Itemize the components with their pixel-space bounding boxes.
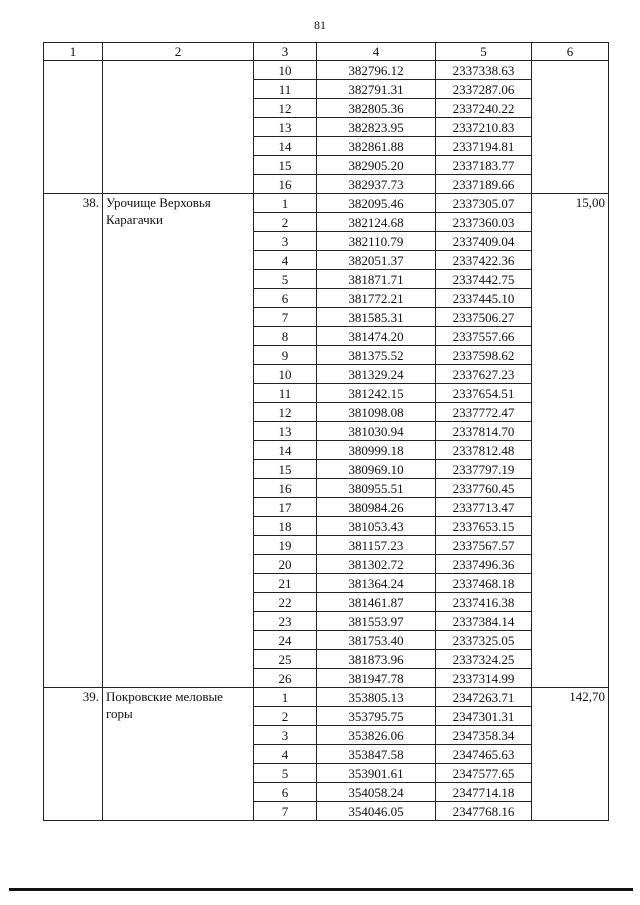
page-number: 81: [314, 18, 326, 32]
point-number-cell: 14: [254, 441, 317, 460]
x-coordinate-cell: 381947.78: [317, 669, 436, 688]
column-header: 2: [103, 43, 254, 61]
y-coordinate-cell: 2337442.75: [436, 270, 532, 289]
point-number-cell: 18: [254, 517, 317, 536]
y-coordinate-cell: 2337416.38: [436, 593, 532, 612]
x-coordinate-cell: 380969.10: [317, 460, 436, 479]
x-coordinate-cell: 380955.51: [317, 479, 436, 498]
point-number-cell: 22: [254, 593, 317, 612]
point-number-cell: 19: [254, 536, 317, 555]
y-coordinate-cell: 2337468.18: [436, 574, 532, 593]
x-coordinate-cell: 381461.87: [317, 593, 436, 612]
x-coordinate-cell: 381157.23: [317, 536, 436, 555]
table-header-row: [44, 43, 609, 61]
point-number-cell: 24: [254, 631, 317, 650]
x-coordinate-cell: 381375.52: [317, 346, 436, 365]
x-coordinate-cell: 381098.08: [317, 403, 436, 422]
site-number-cell: 38.: [44, 194, 103, 688]
x-coordinate-cell: 381329.24: [317, 365, 436, 384]
x-coordinate-cell: 382095.46: [317, 194, 436, 213]
y-coordinate-cell: 2337814.70: [436, 422, 532, 441]
x-coordinate-cell: 354058.24: [317, 783, 436, 802]
y-coordinate-cell: 2337422.36: [436, 251, 532, 270]
x-coordinate-cell: 381030.94: [317, 422, 436, 441]
x-coordinate-cell: 353795.75: [317, 707, 436, 726]
point-number-cell: 12: [254, 99, 317, 118]
x-coordinate-cell: 354046.05: [317, 802, 436, 821]
x-coordinate-cell: 382791.31: [317, 80, 436, 99]
point-number-cell: 12: [254, 403, 317, 422]
y-coordinate-cell: 2347465.63: [436, 745, 532, 764]
point-number-cell: 3: [254, 232, 317, 251]
x-coordinate-cell: 382823.95: [317, 118, 436, 137]
point-number-cell: 5: [254, 764, 317, 783]
point-number-cell: 3: [254, 726, 317, 745]
point-number-cell: 17: [254, 498, 317, 517]
y-coordinate-cell: 2337183.77: [436, 156, 532, 175]
x-coordinate-cell: 382110.79: [317, 232, 436, 251]
x-coordinate-cell: 353847.58: [317, 745, 436, 764]
point-number-cell: 26: [254, 669, 317, 688]
point-number-cell: 10: [254, 61, 317, 80]
point-number-cell: 1: [254, 194, 317, 213]
y-coordinate-cell: 2347577.65: [436, 764, 532, 783]
point-number-cell: 7: [254, 802, 317, 821]
y-coordinate-cell: 2337713.47: [436, 498, 532, 517]
table-row: [44, 61, 609, 80]
y-coordinate-cell: 2337325.05: [436, 631, 532, 650]
area-cell: [532, 61, 609, 194]
y-coordinate-cell: 2347768.16: [436, 802, 532, 821]
y-coordinate-cell: 2337240.22: [436, 99, 532, 118]
table-row: [44, 688, 609, 707]
site-name-cell: [103, 61, 254, 194]
point-number-cell: 21: [254, 574, 317, 593]
y-coordinate-cell: 2347714.18: [436, 783, 532, 802]
point-number-cell: 1: [254, 688, 317, 707]
point-number-cell: 13: [254, 422, 317, 441]
point-number-cell: 10: [254, 365, 317, 384]
x-coordinate-cell: 381474.20: [317, 327, 436, 346]
y-coordinate-cell: 2337445.10: [436, 289, 532, 308]
y-coordinate-cell: 2337314.99: [436, 669, 532, 688]
point-number-cell: 6: [254, 289, 317, 308]
y-coordinate-cell: 2337360.03: [436, 213, 532, 232]
x-coordinate-cell: 381053.43: [317, 517, 436, 536]
y-coordinate-cell: 2337812.48: [436, 441, 532, 460]
point-number-cell: 20: [254, 555, 317, 574]
y-coordinate-cell: 2337210.83: [436, 118, 532, 137]
site-number-cell: [44, 61, 103, 194]
point-number-cell: 16: [254, 175, 317, 194]
point-number-cell: 14: [254, 137, 317, 156]
y-coordinate-cell: 2337797.19: [436, 460, 532, 479]
table-row: [44, 194, 609, 213]
area-cell: 142,70: [532, 688, 609, 821]
site-number-cell: 39.: [44, 688, 103, 821]
point-number-cell: 8: [254, 327, 317, 346]
y-coordinate-cell: 2337772.47: [436, 403, 532, 422]
point-number-cell: 11: [254, 80, 317, 99]
x-coordinate-cell: 381772.21: [317, 289, 436, 308]
y-coordinate-cell: 2347358.34: [436, 726, 532, 745]
site-name-cell: Покровские меловые горы: [103, 688, 254, 821]
x-coordinate-cell: 382905.20: [317, 156, 436, 175]
point-number-cell: 5: [254, 270, 317, 289]
column-header: 4: [317, 43, 436, 61]
area-cell: 15,00: [532, 194, 609, 688]
x-coordinate-cell: 381873.96: [317, 650, 436, 669]
point-number-cell: 13: [254, 118, 317, 137]
y-coordinate-cell: 2337324.25: [436, 650, 532, 669]
x-coordinate-cell: 381302.72: [317, 555, 436, 574]
y-coordinate-cell: 2337338.63: [436, 61, 532, 80]
x-coordinate-cell: 381585.31: [317, 308, 436, 327]
y-coordinate-cell: 2337557.66: [436, 327, 532, 346]
y-coordinate-cell: 2337287.06: [436, 80, 532, 99]
x-coordinate-cell: 353826.06: [317, 726, 436, 745]
y-coordinate-cell: 2347301.31: [436, 707, 532, 726]
y-coordinate-cell: 2337627.23: [436, 365, 532, 384]
x-coordinate-cell: 380984.26: [317, 498, 436, 517]
y-coordinate-cell: 2337506.27: [436, 308, 532, 327]
y-coordinate-cell: 2337384.14: [436, 612, 532, 631]
table-body: [44, 61, 609, 821]
point-number-cell: 16: [254, 479, 317, 498]
point-number-cell: 2: [254, 213, 317, 232]
x-coordinate-cell: 382051.37: [317, 251, 436, 270]
column-header: 5: [436, 43, 532, 61]
point-number-cell: 2: [254, 707, 317, 726]
y-coordinate-cell: 2337760.45: [436, 479, 532, 498]
y-coordinate-cell: 2337189.66: [436, 175, 532, 194]
y-coordinate-cell: 2337496.36: [436, 555, 532, 574]
column-header: 6: [532, 43, 609, 61]
y-coordinate-cell: 2337409.04: [436, 232, 532, 251]
x-coordinate-cell: 382805.36: [317, 99, 436, 118]
x-coordinate-cell: 353901.61: [317, 764, 436, 783]
x-coordinate-cell: 382937.73: [317, 175, 436, 194]
x-coordinate-cell: 382861.88: [317, 137, 436, 156]
y-coordinate-cell: 2337653.15: [436, 517, 532, 536]
y-coordinate-cell: 2337305.07: [436, 194, 532, 213]
y-coordinate-cell: 2337194.81: [436, 137, 532, 156]
y-coordinate-cell: 2337567.57: [436, 536, 532, 555]
x-coordinate-cell: 381871.71: [317, 270, 436, 289]
x-coordinate-cell: 381753.40: [317, 631, 436, 650]
y-coordinate-cell: 2347263.71: [436, 688, 532, 707]
point-number-cell: 4: [254, 745, 317, 764]
x-coordinate-cell: 381242.15: [317, 384, 436, 403]
point-number-cell: 23: [254, 612, 317, 631]
point-number-cell: 11: [254, 384, 317, 403]
site-name-cell: Урочище Верховья Карагачки: [103, 194, 254, 688]
point-number-cell: 15: [254, 156, 317, 175]
point-number-cell: 25: [254, 650, 317, 669]
y-coordinate-cell: 2337654.51: [436, 384, 532, 403]
point-number-cell: 15: [254, 460, 317, 479]
x-coordinate-cell: 353805.13: [317, 688, 436, 707]
point-number-cell: 6: [254, 783, 317, 802]
coordinates-table: [43, 42, 609, 821]
point-number-cell: 7: [254, 308, 317, 327]
bottom-rule: [9, 888, 633, 891]
y-coordinate-cell: 2337598.62: [436, 346, 532, 365]
point-number-cell: 9: [254, 346, 317, 365]
x-coordinate-cell: 382124.68: [317, 213, 436, 232]
column-header: 1: [44, 43, 103, 61]
x-coordinate-cell: 381553.97: [317, 612, 436, 631]
x-coordinate-cell: 382796.12: [317, 61, 436, 80]
x-coordinate-cell: 381364.24: [317, 574, 436, 593]
point-number-cell: 4: [254, 251, 317, 270]
column-header: 3: [254, 43, 317, 61]
x-coordinate-cell: 380999.18: [317, 441, 436, 460]
